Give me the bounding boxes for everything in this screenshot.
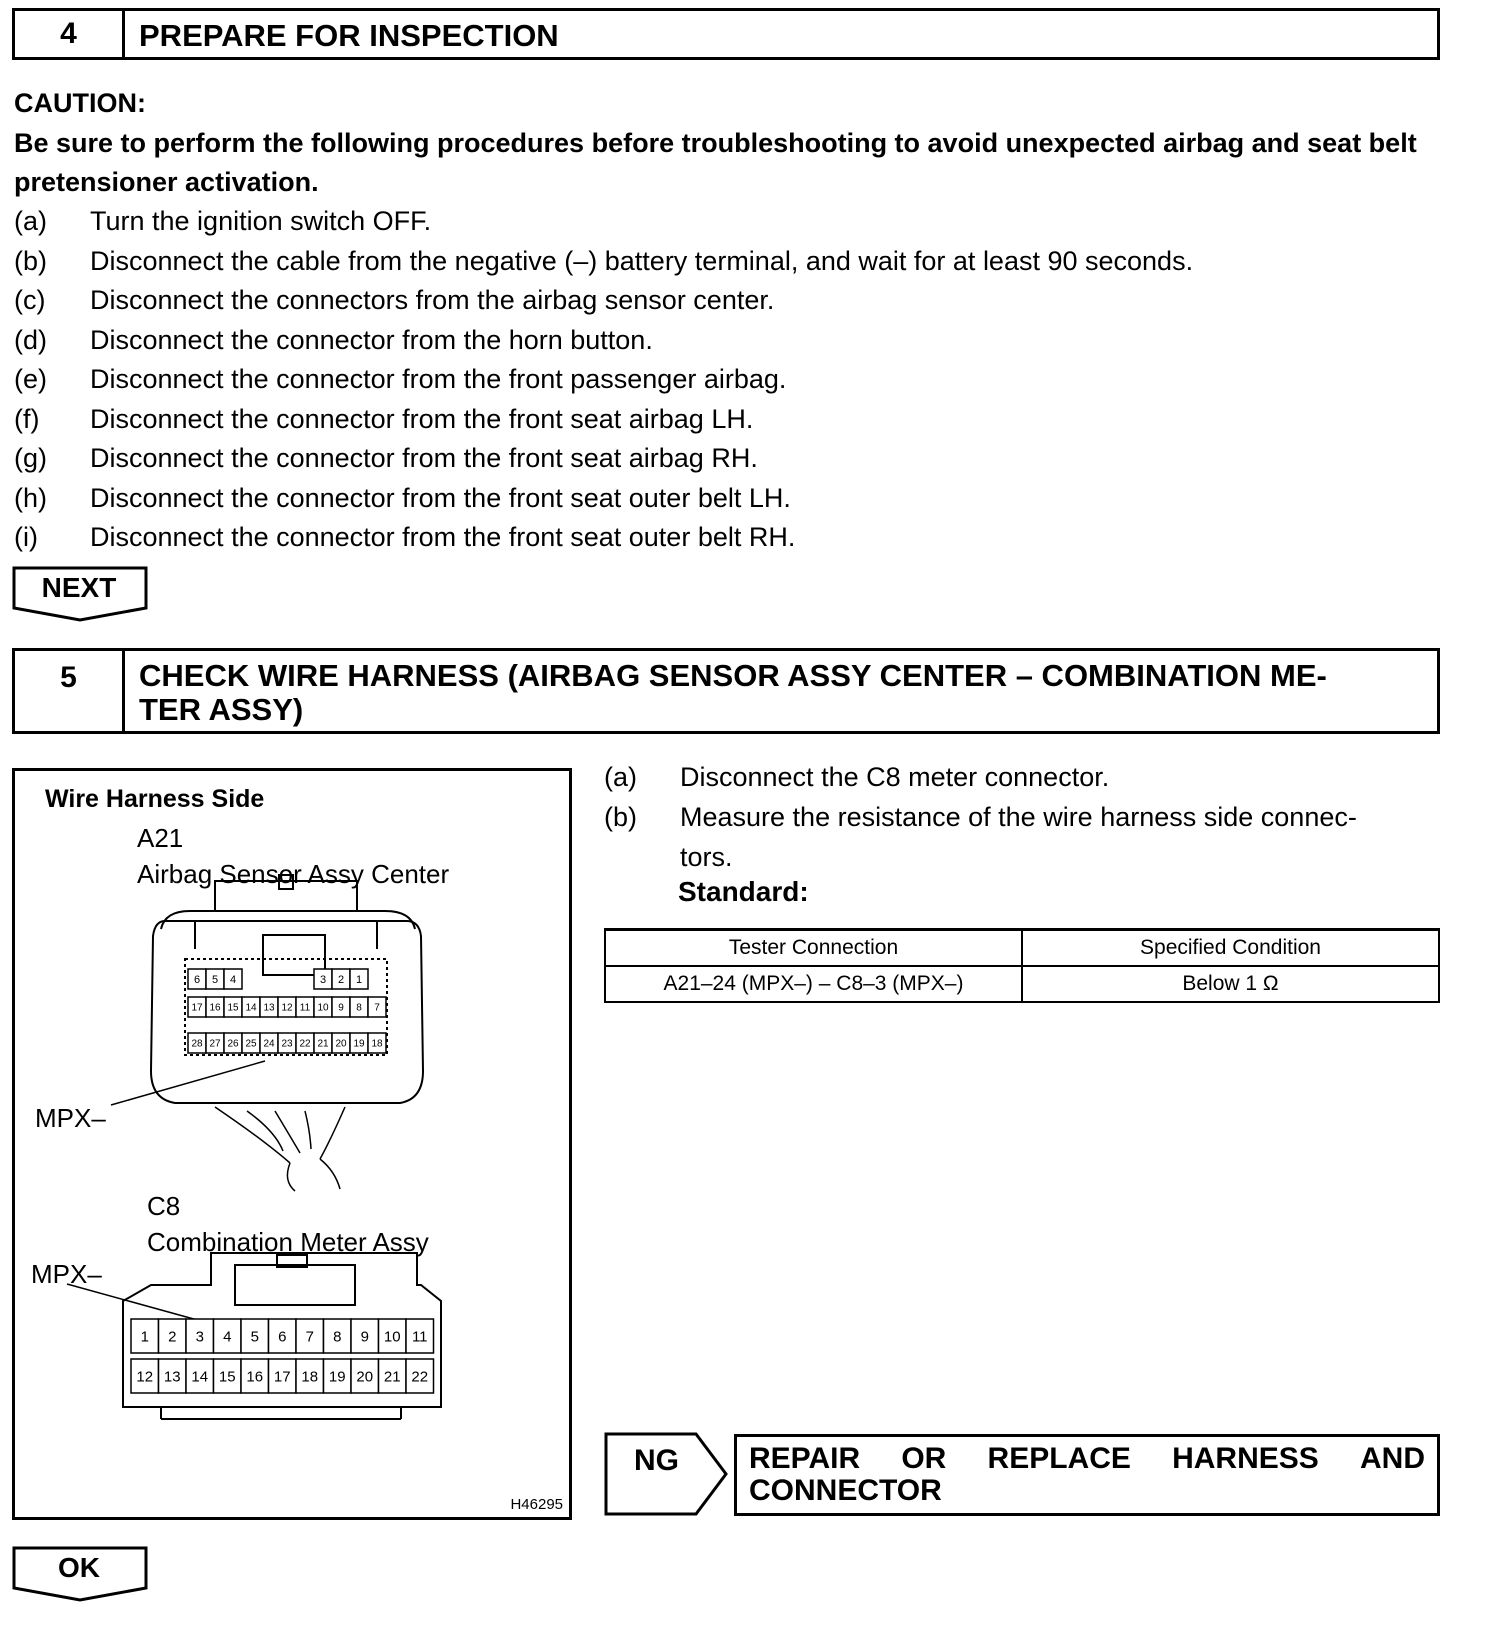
pin-number: 3: [195, 1328, 204, 1346]
instruction-text: Disconnect the connector from the front seat airbag RH.: [90, 443, 758, 473]
pin-number: 3: [319, 973, 327, 986]
table-row: [605, 966, 1439, 1002]
repair-action-box: [734, 1434, 1440, 1516]
instruction-item: [14, 400, 753, 438]
standard-label: Standard:: [678, 876, 809, 907]
pin-number: 7: [305, 1328, 314, 1346]
pin-number: 22: [299, 1038, 311, 1050]
instruction-label: (g): [14, 443, 47, 473]
pin-number: 18: [371, 1038, 383, 1050]
instruction-item: [14, 321, 653, 359]
pin-number: 17: [191, 1002, 203, 1014]
pin-number: 16: [246, 1368, 264, 1386]
pin-number: 13: [263, 1002, 275, 1014]
ok-label: OK: [58, 1552, 100, 1583]
instruction-item: [14, 281, 774, 319]
instruction-item: [14, 479, 791, 517]
pin-number: 4: [223, 1328, 232, 1346]
step-title-line2: TER ASSY): [139, 692, 304, 727]
pin-number: 17: [273, 1368, 291, 1386]
repair-line-2: CONNECTOR: [749, 1474, 942, 1507]
instruction-label: (e): [14, 364, 47, 394]
standard-table: [604, 928, 1440, 1003]
connector-c8-id: C8: [147, 1191, 181, 1221]
connector-c8-name: Combination Meter Assy: [147, 1227, 429, 1257]
table-header-cell: Specified Condition: [1022, 930, 1439, 967]
instruction-item: [14, 518, 795, 556]
instruction-text: Turn the ignition switch OFF.: [90, 206, 432, 236]
pin-number: 11: [411, 1328, 428, 1346]
pin-number: 27: [209, 1038, 221, 1050]
repair-word: HARNESS: [1172, 1442, 1319, 1475]
ng-branch[interactable]: [604, 1432, 734, 1521]
instruction-label: (h): [14, 482, 47, 513]
pin-number: 15: [218, 1368, 236, 1386]
ng-label: NG: [634, 1444, 679, 1477]
pin-number: 5: [250, 1328, 259, 1346]
pin-number: 13: [163, 1368, 181, 1386]
instruction-label: (b): [14, 245, 47, 276]
pin-number: 9: [338, 1002, 344, 1014]
table-cell: Below 1 Ω: [1022, 966, 1439, 1002]
repair-word: AND: [1360, 1442, 1425, 1475]
caution-text: Be sure to perform the following procedures before troubleshooting to avoid unexpected airbag and seat belt pretensioner activation.: [14, 128, 1417, 197]
instruction-text: Disconnect the connector from the front seat outer belt LH.: [90, 482, 791, 513]
pin-number: 21: [317, 1038, 329, 1050]
next-button[interactable]: [12, 566, 148, 624]
repair-word: REPAIR: [749, 1442, 861, 1475]
figure-code: H46295: [510, 1496, 563, 1513]
step-title: PREPARE FOR INSPECTION: [139, 18, 559, 53]
caution-heading: CAUTION:: [14, 88, 146, 118]
pin-number: 25: [245, 1038, 257, 1050]
pin-number: 6: [193, 973, 201, 986]
instruction-label: (d): [14, 324, 47, 355]
pin-number: 16: [209, 1002, 221, 1014]
mpx-pointer-c8: [67, 1284, 201, 1321]
connector-a21-id: A21: [137, 823, 184, 853]
pin-number: 18: [301, 1368, 319, 1386]
repair-word: OR: [901, 1442, 947, 1475]
pin-number: 8: [356, 1002, 362, 1014]
instruction-text: Disconnect the C8 meter connector.: [680, 762, 1110, 792]
instruction-item: [14, 202, 431, 240]
table-header-cell: Tester Connection: [605, 930, 1022, 967]
instruction-label: (b): [604, 802, 637, 832]
instruction-item: [604, 798, 1357, 836]
pin-number: 7: [374, 1002, 380, 1014]
instruction-item: [604, 758, 1109, 796]
pin-number: 1: [355, 973, 363, 986]
figure-heading: Wire Harness Side: [45, 785, 265, 813]
connector-a21-name: Airbag Sensor Assy Center: [137, 859, 450, 889]
instruction-item: [14, 439, 758, 477]
pin-number: 11: [299, 1002, 311, 1014]
pin-number: 2: [168, 1328, 177, 1346]
pin-number: 20: [356, 1368, 374, 1386]
pin-number: 8: [333, 1328, 342, 1346]
instruction-text: Disconnect the connector from the front seat airbag LH.: [90, 403, 754, 434]
instruction-item: [14, 242, 1193, 280]
pin-number: 26: [227, 1038, 239, 1050]
step-5-header: [12, 648, 1440, 734]
table-header-row: [605, 930, 1439, 967]
mpx-label-c8: MPX–: [31, 1259, 102, 1289]
c8-pin-grid: [131, 1319, 434, 1393]
instruction-text: Disconnect the cable from the negative (–) battery terminal, and wait for at least 90 seconds.: [90, 245, 1194, 276]
a21-pin-grid: [188, 969, 386, 1053]
pin-number: 23: [281, 1038, 293, 1050]
ok-button[interactable]: [12, 1546, 148, 1604]
repair-word: REPLACE: [987, 1442, 1131, 1475]
instruction-item: [14, 360, 786, 398]
step-title-line1: CHECK WIRE HARNESS (AIRBAG SENSOR ASSY CENTER – COMBINATION ME-: [139, 658, 1327, 693]
instruction-label: (a): [14, 206, 47, 236]
pin-number: 10: [317, 1002, 329, 1014]
mpx-pointer-a21: [111, 1061, 265, 1105]
pin-number: 20: [335, 1038, 347, 1050]
pin-number: 4: [229, 973, 237, 986]
mpx-label-a21: MPX–: [35, 1103, 106, 1133]
connector-drawings: [15, 771, 569, 1517]
wire-harness-figure: [12, 768, 572, 1520]
instruction-label: (c): [14, 285, 46, 315]
instruction-label: (i): [14, 522, 38, 552]
pin-number: 14: [191, 1368, 209, 1386]
instruction-label: (a): [604, 762, 637, 792]
pin-number: 10: [383, 1328, 401, 1346]
instruction-label: (f): [14, 403, 40, 434]
step-number: 4: [15, 11, 125, 57]
instruction-text: Disconnect the connector from the front seat outer belt RH.: [90, 522, 796, 552]
step-title: [125, 651, 1437, 731]
pin-number: 12: [281, 1002, 293, 1014]
pin-number: 15: [227, 1002, 239, 1014]
table-cell: A21–24 (MPX–) – C8–3 (MPX–): [605, 966, 1022, 1002]
pin-number: 5: [211, 973, 219, 986]
step-number: 5: [15, 651, 125, 731]
pin-number: 19: [328, 1368, 346, 1386]
pin-number: 21: [383, 1368, 401, 1386]
pin-number: 22: [411, 1368, 429, 1386]
pin-number: 6: [278, 1328, 287, 1346]
pin-number: 2: [337, 973, 345, 986]
instruction-text: Disconnect the connectors from the airbag sensor center.: [90, 285, 775, 315]
instruction-text: Measure the resistance of the wire harness side connec-: [680, 802, 1357, 832]
a21-cable: [215, 1107, 345, 1191]
pin-number: 28: [191, 1038, 203, 1050]
pin-number: 12: [136, 1368, 154, 1386]
pin-number: 1: [140, 1328, 149, 1346]
pin-number: 19: [353, 1038, 365, 1050]
pin-number: 24: [263, 1038, 275, 1050]
instruction-text: Disconnect the connector from the front passenger airbag.: [90, 364, 787, 394]
step-4-header: [12, 8, 1440, 60]
instruction-text-continued: tors.: [680, 842, 733, 872]
instruction-text: Disconnect the connector from the horn button.: [90, 324, 653, 355]
next-label: NEXT: [41, 572, 117, 603]
pin-number: 9: [360, 1328, 369, 1346]
repair-line-1: [749, 1443, 1425, 1475]
pin-number: 14: [245, 1002, 257, 1014]
